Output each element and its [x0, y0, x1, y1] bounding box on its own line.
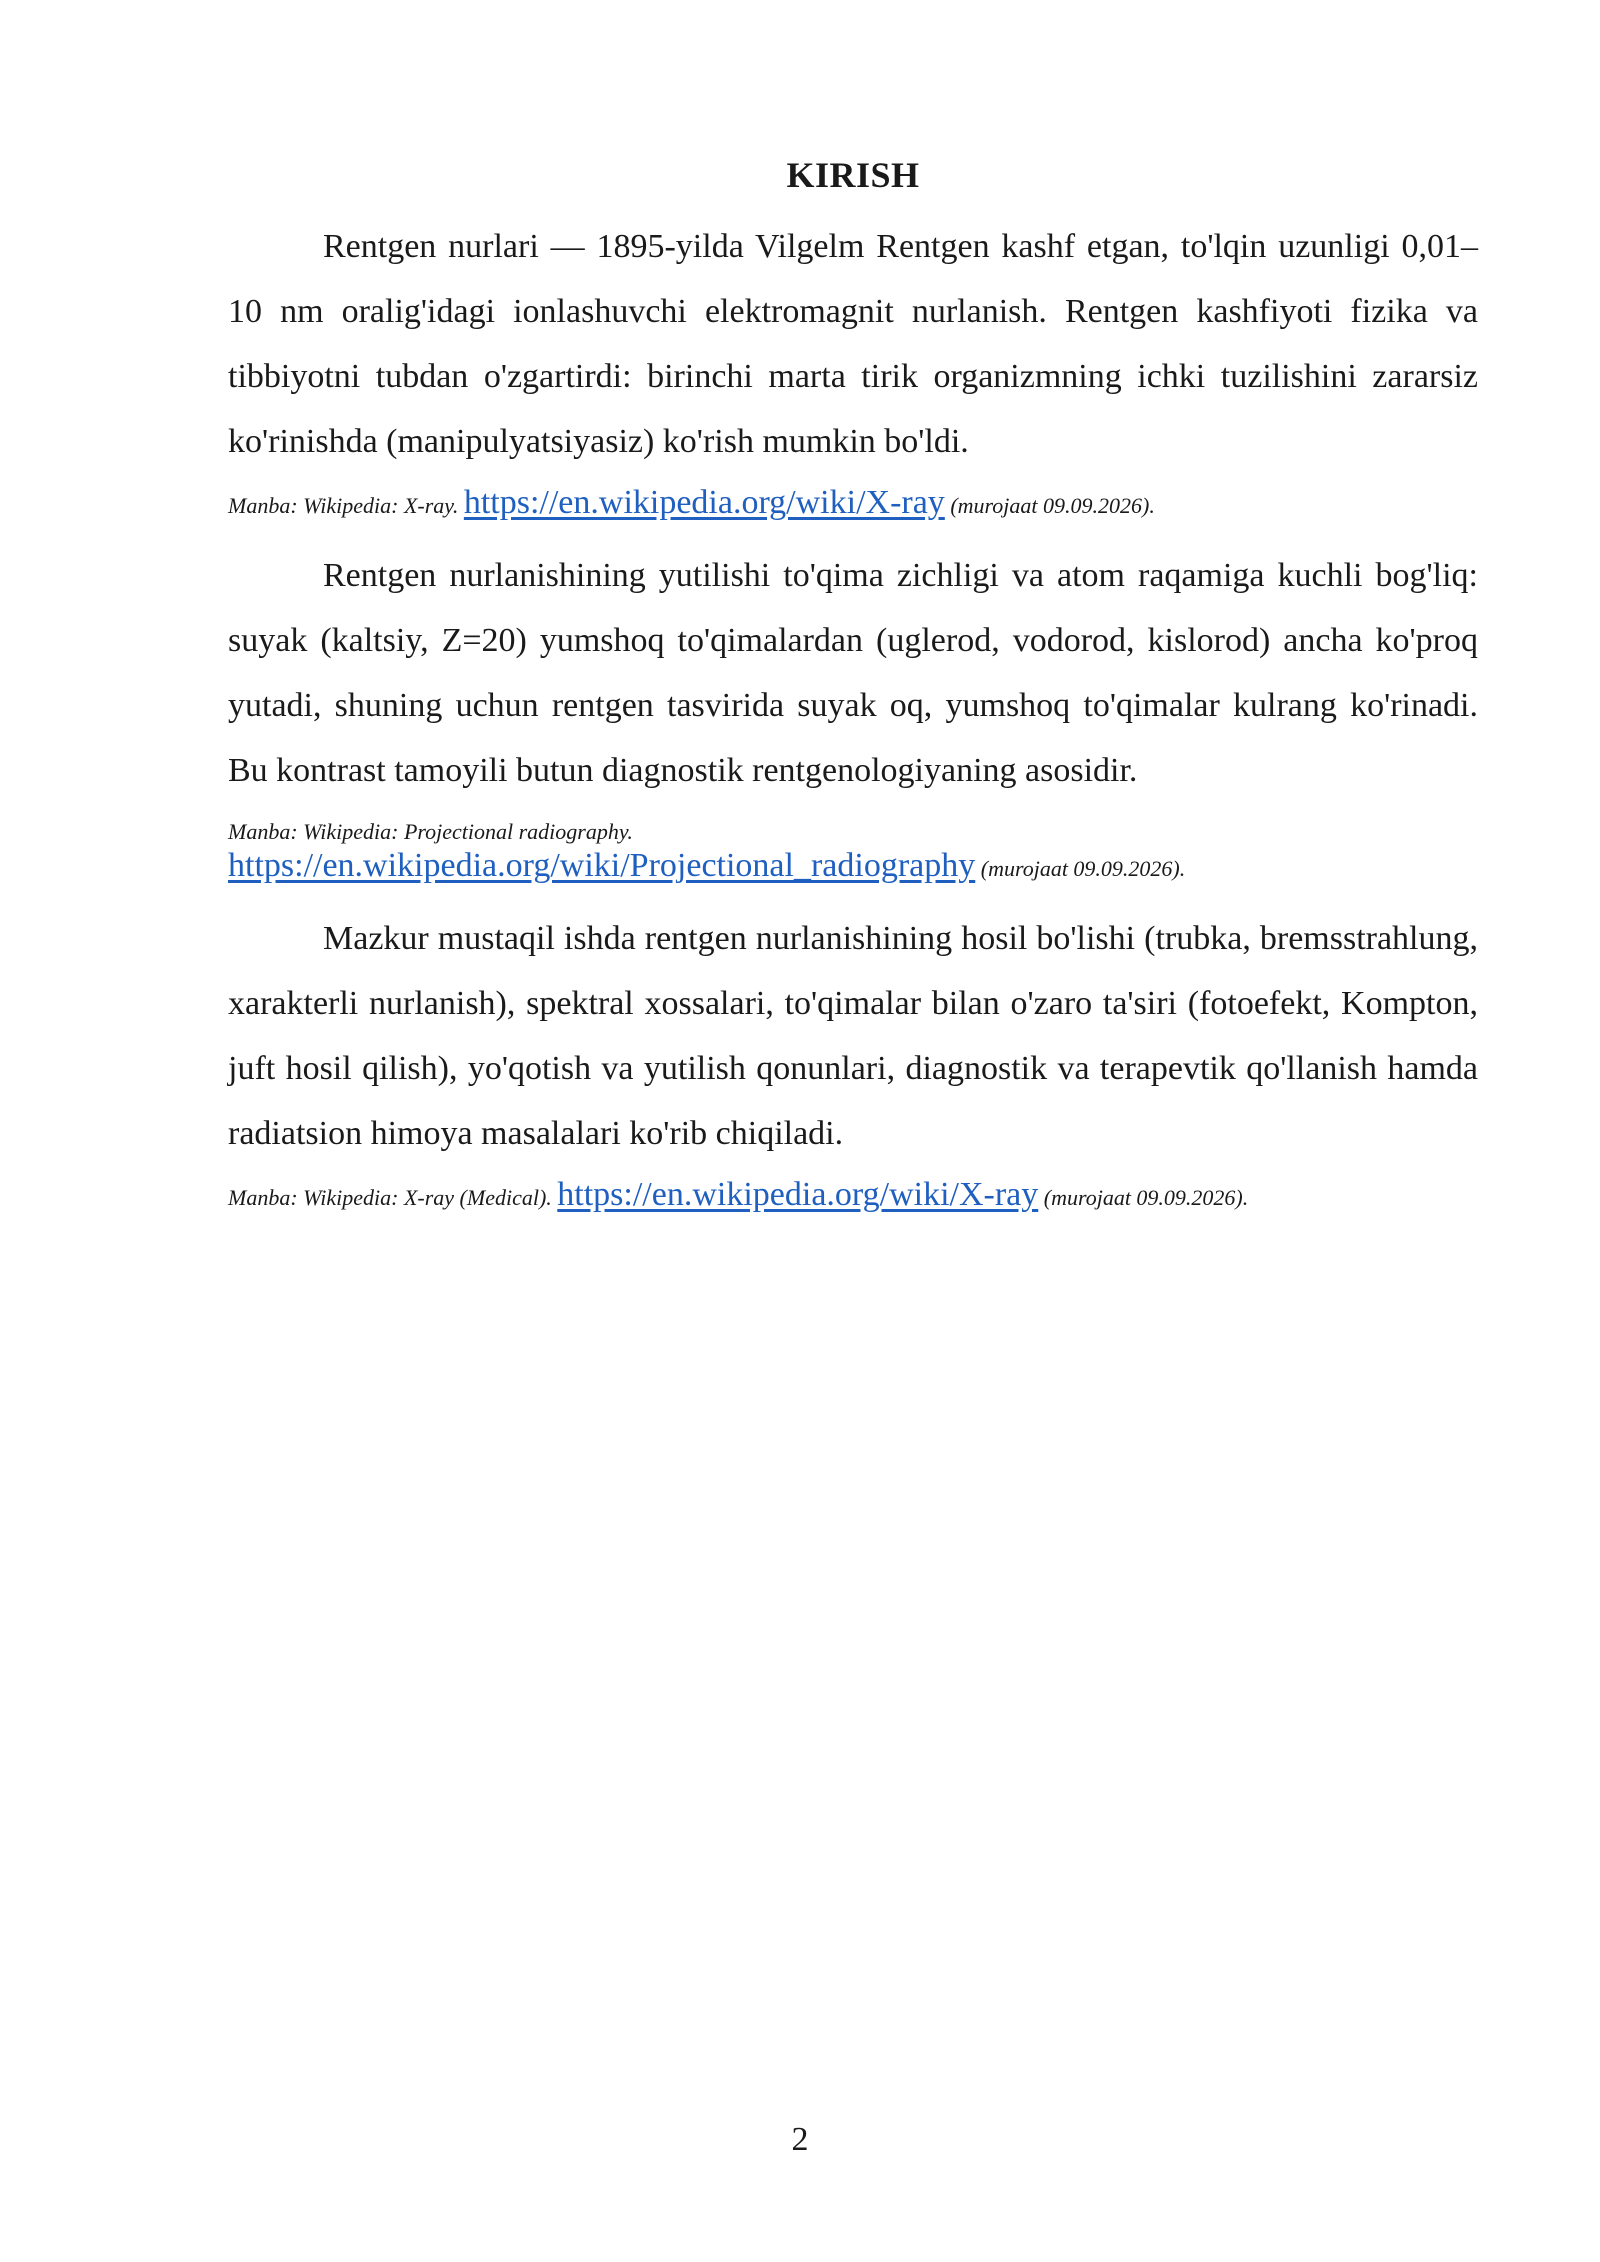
section-heading: KIRISH [786, 155, 920, 195]
source-citation-1 [228, 486, 1478, 523]
page-content [228, 148, 1478, 1235]
page-number: 2 [791, 2121, 809, 2158]
access-date: (murojaat 09.09.2026). [980, 856, 1186, 881]
paragraph-intro: Rentgen nurlari — 1895-yilda Vilgelm Rentgen kashf etgan, to'lqin uzunligi 0,01–10 nm oralig'idagi ionlashuvchi elektromagnit nurlanish. Rentgen kashfiyoti fizika va tibbiyotni tubdan o'zgartirdi: birinchi marta tirik organizmning ichki tuzilishini zararsiz ko'rinishda (manipulyatsiyasiz) ko'rish mumkin bo'ldi. [228, 228, 1478, 460]
source-label: Manba: Wikipedia: X-ray (Medical). [228, 1185, 552, 1210]
paragraph-absorption: Rentgen nurlanishining yutilishi to'qima zichligi va atom raqamiga kuchli bog'liq: suyak (kaltsiy, Z=20) yumshoq to'qimalardan (uglerod, vodorod, kislorod) ancha ko'proq yutadi, shuning uchun rentgen tasvirida suyak oq, yumshoq to'qimalar kulrang ko'rinadi. Bu kontrast tamoyili butun diagnostik rentgenologiyaning asosidir. [228, 557, 1478, 789]
source-label: Manba: Wikipedia: X-ray. [228, 493, 459, 518]
source-link[interactable]: https://en.wikipedia.org/wiki/Projectional_radiography [228, 847, 976, 884]
access-date: (murojaat 09.09.2026). [1043, 1185, 1249, 1210]
source-link[interactable]: https://en.wikipedia.org/wiki/X-ray [557, 1176, 1039, 1213]
source-link[interactable]: https://en.wikipedia.org/wiki/X-ray [463, 484, 945, 521]
paragraph-scope: Mazkur mustaqil ishda rentgen nurlanishining hosil bo'lishi (trubka, bremsstrahlung, xarakterli nurlanish), spektral xossalari, to'qimalar bilan o'zaro ta'siri (fotoefekt, Kompton, juft hosil qilish), yo'qotish va yutilish qonunlari, diagnostik va terapevtik qo'llanish hamda radiatsion himoya masalalari ko'rib chiqiladi. [228, 920, 1478, 1152]
source-citation-3 [228, 1178, 1478, 1215]
source-label: Manba: Wikipedia: Projectional radiography. [228, 819, 633, 844]
access-date: (murojaat 09.09.2026). [950, 493, 1155, 518]
source-citation-2 [228, 815, 1478, 886]
